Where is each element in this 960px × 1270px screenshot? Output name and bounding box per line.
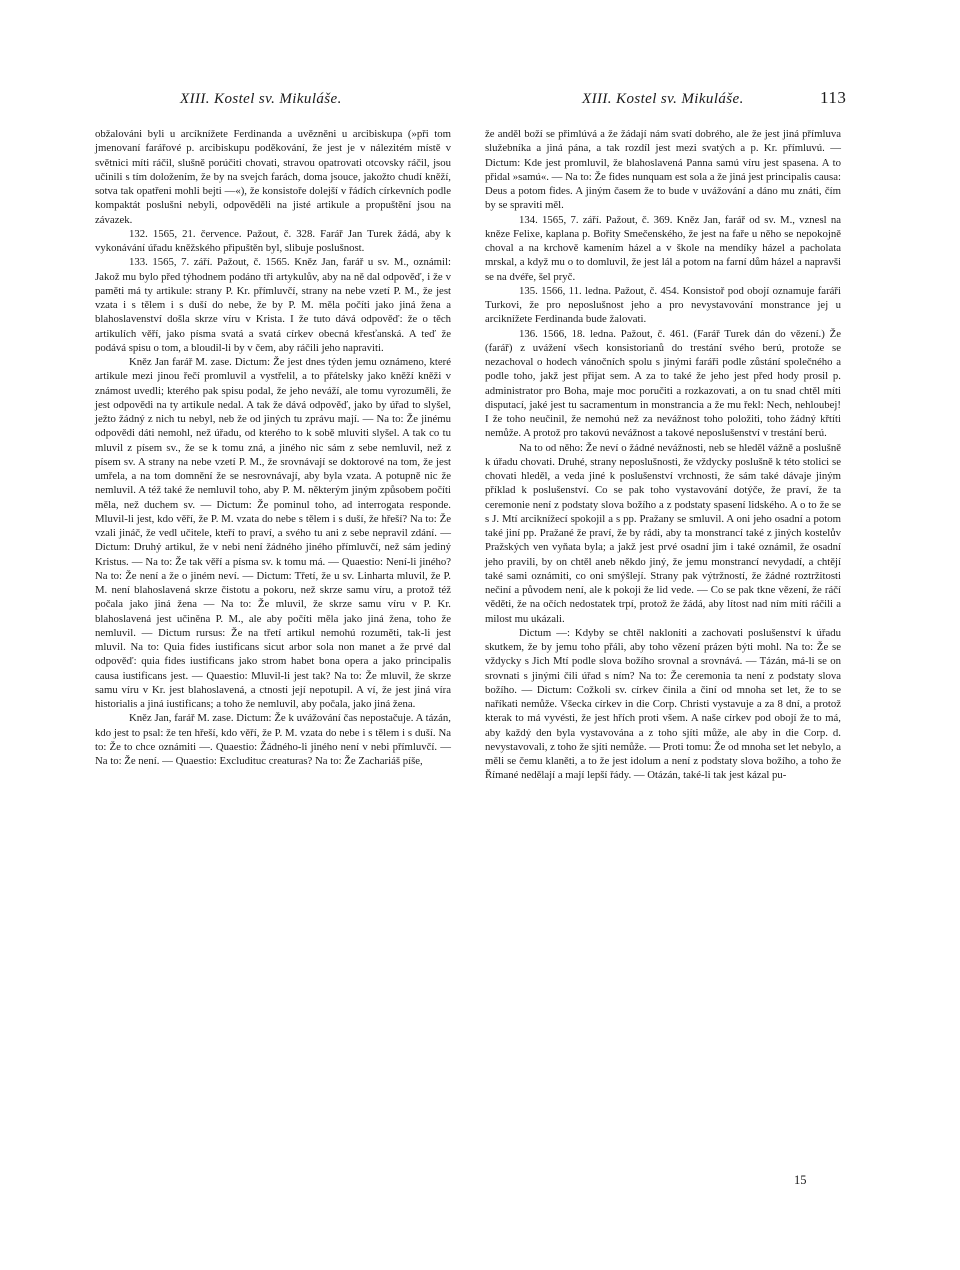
body-paragraph: Kněz Jan, farář M. zase. Dictum: Že k uvážování čas nepostačuje. A tázán, kdo jest to psal: že ten hřeší, kdo věří, že P. M. vzata do nebe i s tělem i s duší. Na to: Že to chce oznámiti —. Quaestio: Žádného-li jiného není v nebi přímluvčí. — Na to: Že není. — Quaestio: Excludituc creaturas? Na to: Že Zachariáš píše, — [95, 712, 451, 767]
page-number: 113 — [820, 88, 847, 107]
document-entry-paragraph: 132. 1565, 21. července. Pažout, č. 328. Farář Jan Turek žádá, aby k vykonávání úřadu kněžského připuštěn byl, slibuje poslušnost. — [95, 227, 451, 254]
body-paragraph: Na to od něho: Že neví o žádné nevážnosti, neb se hleděl vážně a poslušně k úřadu chovati. Druhé, strany neposlušnosti, že vždycky poslušně k této stolici se chovati hleděl, a veda jiné k poslušenství vrchnosti, že sám také dávaje jiným příklad k poslušenství. Co se pak toho vystavování dotýče, že praví, že ta ceremonie není z podstaty slova božího a z podstaty spasení lidského. A o to že se s J. Mtí arciknížecí spokojil a s pp. Pražany se smluvil. A oni jeho osadní a potom také jiní pp. Pražané že praví, že by rádi, aby ta monstrancí také z jiných kostelův Pražských ven vyňata byla; a jakž jest prvé osadní jim i také oznámil, že osadní jeho pravili, by on chtěl aneb někdo jiný, že jemu monstrancí nevydadí, a chtějí také sami oznámiti, co oni smýšlejí. Strany pak výtržností, že žádné roztržitosti nečiní a původem není, ale k pokoji že lid vede. — Co se pak tkne vězení, že ráčí věděti, že na očích nedostatek trpí, protož že žádá, aby lítost nad ním míti ráčili a milost mu ukázali. — [485, 441, 841, 625]
body-paragraph: Dictum —: Kdyby se chtěl nakloniti a zachovati poslušenství k úřadu skutkem, že by jemu toho přáli, aby toho vězení prázen býti mohl. Na to: Že se vždycky s Jich Mtí podle slova božího srovnal a srovnává. — Tázán, má-li se on srovnati s jinými čili úřad s ním? Na to: Že ceremonia ta není z podstaty slova božího. — Dictum: Cožkoli sv. církev činila a činí od mnoha set let, že to se naříkati nemůže. Všecka církev in die Corp. Christi vystavuje a za 8 dní, a protož kterak to má vyvésti, že jest hřích proti všem. A naše církev pod obojí že to má, aby každý den byla vystavována a z toho sjíti může, ale aby in die Corp. d. nevystavovali, z toho že sjíti nemůže. — Proti tomu: Že od mnoha set let nebylo, a měli se čemu klaněti, a to že jest idolum a není z podstaty slova božího, a toho že Římané nedělají a mají lepší řády. — Otázán, také-li tak jest kázal pu- — [485, 626, 841, 782]
left-column — [95, 127, 451, 768]
document-entry-paragraph: 133. 1565, 7. září. Pažout, č. 1565. Kněz Jan, farář u sv. M., oznámil: Jakož mu bylo před týhodnem podáno tři artykulův, aby na ně dal odpověď, i že v paměti má ty artikule: strany P. Kr. přímluvčí, strany na nebe vzetí P. M., že jest vzata i s tělem i s duší do nebe, že by P. M. měla počíti jako jiná žena a blahoslavenství došla skrze víru v Krista. I že tuto dává odpověď: že o těch artikulích věří, jako písma svatá a svatá církev obecná křesťanská. A teď že podává spisu o tom, a bloudil-li by v čem, aby ráčili jeho napraviti. — [95, 256, 451, 354]
body-paragraph: Kněz Jan farář M. zase. Dictum: Že jest dnes týden jemu oznámeno, které artikule mezi jinou řečí promluvil a vystřelil, a to přátelsky jako kněží kněži v známost uvedli; kterého pak spisu podal, že jeho neváží, ale tomu vyrozuměli, že jest odpovědi na ty artikule nedal. A tak že dává odpověď, jako by úřad to slyšel, ježto žádný z nich tu nebyl, neb že od jiných tu zprávu mají. — Na to: Že jinému odpovědi dáti nemohl, než úřadu, od kterého to k sobě mluviti slyšel. A tak co tu mluvil z písem sv., že se k tomu zná, a jiného nic sám z sebe nemluvil, než z písem sv. A strany na nebe vzetí P. M., že srovnávají se doktorové na tom, že jest umřela, a na tom domnění že se nesrovnávají, aby byla vzata. A potupně nic že nemluvil. A též také že nemluvil toho, aby P. M. některým jiným způsobem počíti měla, než duchem sv. — Dictum: Že pominul toho, ad interrogata responde. Mluvil-li jest, kdo věří, že P. M. vzata do nebe s tělem i s duší, že hřeší? Na to: Že vzali jináč, že vedl učitele, kteří to praví, a svého tu ani z sebe nepravil zdání. — Dictum: Druhý artikul, že v nebi není žádného jiného přímluvčí, než sám jediný Kristus. — Na to: Že tak věří a písma sv. k tomu má. — Quaestio: Není-li jiného? Na to: Že není a že o jiném neví. — Dictum: Třetí, že u sv. Linharta mluvil, že P. M. není blahoslavená skrze čistotu a pokoru, než skrze samu víru, a protož též počala jako jiná žena — Na to: Že mluvil, že skrze samu víru v P. Kr. blahoslavená jest učiněna P. M., ale aby počíti měla jako jiná žena, toho že nemluvil. — Dictum rursus: Že na třetí artikul nemohú rozuměti, tak-li jest mluvil. Na to: Quia fides iustificans sicut arbor sola non manet a že prvé dal odpověď: quia fides iustificans jako strom habet bona opera a jako principalis causa iustificans jest. — Quaestio: Mluvil-li jest tak? Na to: Že mluvil, že skrze samu víru v Kr. jest blahoslavená, a ctnosti její nepotupil. A ví, že jest jiná víra historialis a jiná iustificans; a toho že nemluvil, aby počala, jako jiná žena. — [95, 356, 451, 710]
running-head-right: XIII. Kostel sv. Mikuláše. — [582, 91, 744, 107]
right-column — [485, 127, 841, 783]
document-entry-paragraph: 135. 1566, 11. ledna. Pažout, č. 454. Konsistoř pod obojí oznamuje faráři Turkovi, že pro neposlušnost jeho a pro nevystavování monstrance jej u arciknížete Ferdinanda bude žalovati. — [485, 284, 841, 326]
document-entry-paragraph: 134. 1565, 7. září. Pažout, č. 369. Kněz Jan, farář od sv. M., vznesl na kněze Felixe, kaplana p. Bořity Smečenského, že jest na faře u něho se nepokojně choval a na krchově kamením házel a v škole na mendíky házel a pacholata mrskal, a když mu o to domluvil, že jest lál a potom na farní dům házel a napravši se na dvéře, šel pryč. — [485, 213, 841, 283]
body-paragraph: že anděl boží se přimlúvá a že žádají nám svatí dobrého, ale že jest jiná přímluva služebníka a jiná pána, a tak rozdíl jest mezi svatých a p. Kr. přímluvú. — Dictum: Kde jest promluvil, že blahoslavená Panna samú víru jest spasena. A to přidal »samú«. — Na to: Že fides nunquam est sola a že jiná jest principalis causa: Deus a potom fides. A jiným časem že to bude v uvážování a dáno mu znáti, čím by se spraviti měl. — [485, 128, 841, 212]
body-paragraph: obžalováni byli u arcíknížete Ferdinanda a uvězněni u arcibiskupa (»při tom jmenovaní farářové p. arcibiskupu poděkování, že jest je v nálezitém místě v světnici míti ráčil, slušně porúčiti chovati, stravou opatrovati otcovsky ráčil, jsou učinili s tím doložením, že by na svejch farách, doma jsouce, jakožto chudí kněží, sotva tak opatřeni mohli bejti —«), že konsistoře dolejší v řádích církevních podle kompaktát poslušni nebyli, odpověděli na jisté artikule a propuštění jsou na závazek. — [95, 128, 451, 226]
running-head-left: XIII. Kostel sv. Mikuláše. — [180, 91, 342, 107]
signature-mark: 15 — [794, 1173, 807, 1187]
document-entry-paragraph: 136. 1566, 18. ledna. Pažout, č. 461. (Farář Turek dán do vězení.) Že (farář) z uvážení všech konsistorianů do trestání svého berú, protože se nezachoval o hodech vánočních spolu s jinými faráři podle zůstání společného a podle toho, jakž jest přijat sem. A za to také že jeho jest před hody prosil p. administrator pro Boha, maje moc poručiti a rozkazovati, a on tu snad chtěl míti disputací, jaké jest tu sacramentum in monstrancia a že mu řekl: Nech, nehloubej! I že toho neučinil, že nemohú než za nevážnost toho položiti, toho žádný křtíti nemůže. A protož pro takovú nevážnost a takové neposlušenství v trestání berú. — [485, 327, 841, 440]
